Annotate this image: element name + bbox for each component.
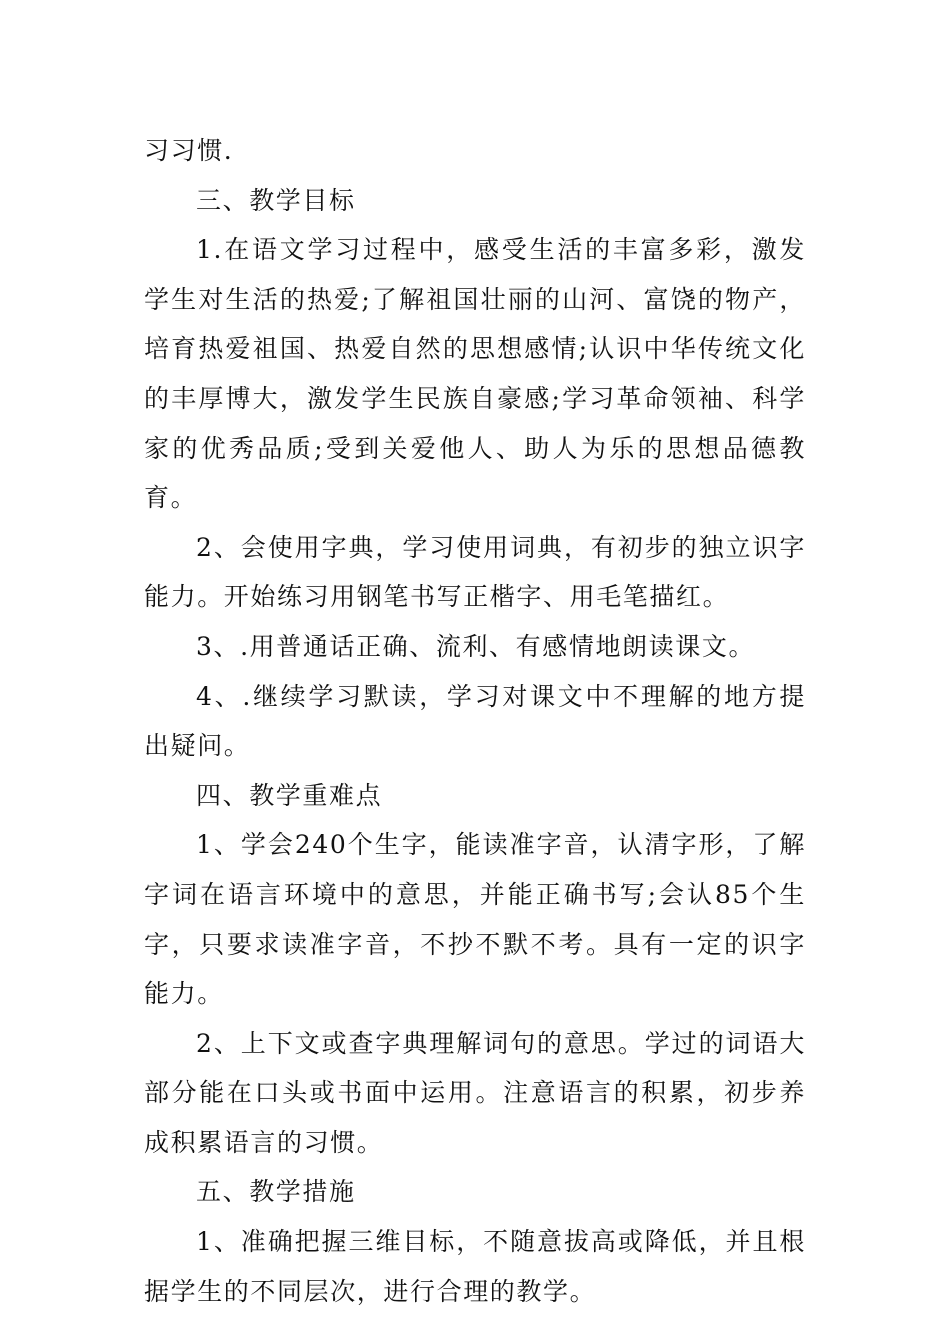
objective-item-3: 3、.用普通话正确、流利、有感情地朗读课文。 [196, 631, 756, 661]
objective-item-2: 2、会使用字典，学习使用词典，有初步的独立识字能力。开始练习用钢笔书写正楷字、用毛笔描红。 [144, 532, 806, 612]
key-point-item-2: 2、上下文或查字典理解词句的意思。学过的词语大部分能在口头或书面中运用。注意语言的积累，初步养成积累语言的习惯。 [144, 1028, 806, 1157]
objective-item-4: 4、.继续学习默读，学习对课文中不理解的地方提出疑问。 [144, 681, 806, 761]
key-point-item-1: 1、学会240个生字，能读准字音，认清字形，了解字词在语言环境中的意思，并能正确书写;会认85个生字，只要求读准字音，不抄不默不考。具有一定的识字能力。 [144, 830, 806, 1009]
section-heading-measures: 五、教学措施 [196, 1177, 356, 1207]
document-body [144, 126, 806, 1316]
section-heading-objectives: 三、教学目标 [196, 185, 356, 215]
measure-item-1: 1、准确把握三维目标，不随意拔高或降低，并且根据学生的不同层次，进行合理的教学。 [144, 1227, 806, 1306]
paragraph-continuation: 习习惯. [144, 136, 234, 165]
objective-item-1: 1.在语文学习过程中，感受生活的丰富多彩，激发学生对生活的热爱;了解祖国壮丽的山河、富饶的物产，培育热爱祖国、热爱自然的思想感情;认识中华传统文化的丰厚博大，激发学生民族自豪感;学习革命领袖、科学家的优秀品质;受到关爱他人、助人为乐的思想品德教育。 [144, 235, 806, 513]
section-heading-key-points: 四、教学重难点 [196, 780, 383, 810]
